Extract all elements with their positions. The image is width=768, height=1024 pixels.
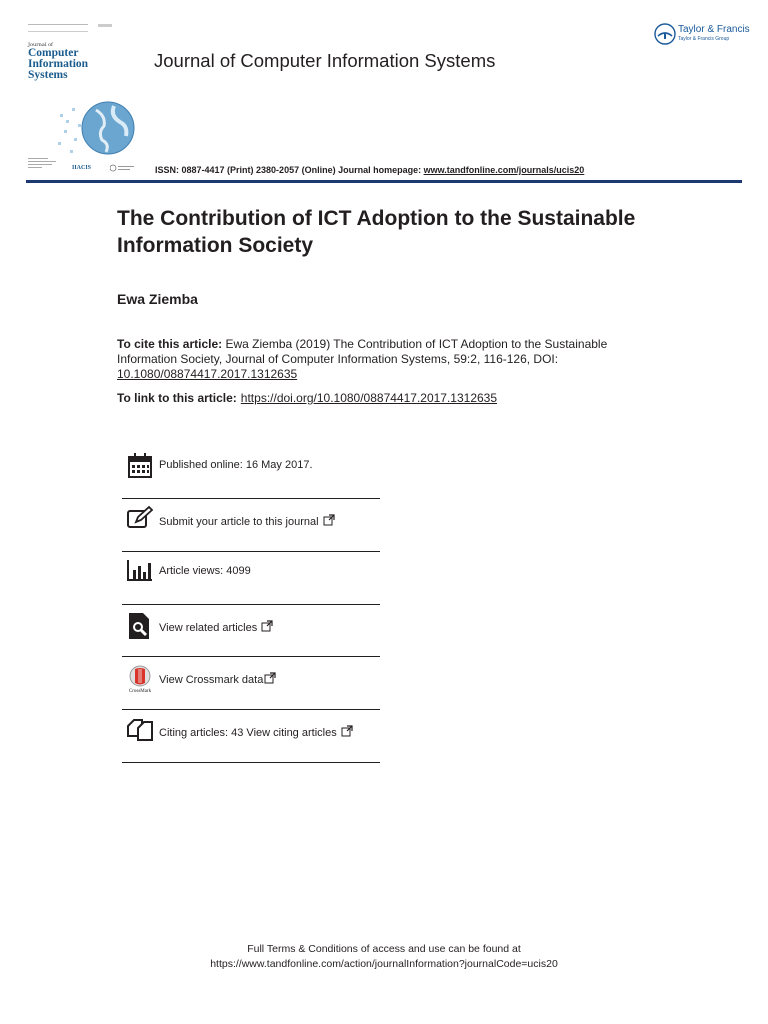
citing-articles-icon: [126, 716, 154, 744]
citation-block: [117, 337, 657, 382]
cover-header-mark: [98, 24, 112, 27]
citation-text: Ewa Ziemba (2019) The Contribution of ICT Adoption to the Sustainable Information Society, Journal of Computer Information Systems, 59:2, 116-126, DOI:: [117, 337, 608, 366]
journal-title: Journal of Computer Information Systems: [154, 50, 496, 71]
calendar-icon: [126, 452, 154, 480]
journal-cover-image: [26, 22, 140, 174]
citing-articles-link[interactable]: Citing articles: 43 View citing articles: [159, 725, 353, 739]
terms-footer: [0, 942, 768, 972]
published-row: [122, 448, 380, 499]
issn-line: [155, 165, 584, 175]
header-rule: [26, 180, 742, 183]
external-link-icon: [323, 514, 335, 526]
publisher-group: Taylor & Francis Group: [678, 36, 730, 42]
external-link-icon: [264, 672, 276, 684]
citing-articles-row[interactable]: [122, 710, 380, 763]
article-link-block: [117, 391, 497, 405]
article-views-row: [122, 552, 380, 605]
submit-article-link[interactable]: Submit your article to this journal: [159, 514, 335, 528]
footer-terms-url[interactable]: https://www.tandfonline.com/action/journalInformation?journalCode=ucis20: [210, 958, 558, 970]
edit-icon: [126, 505, 154, 533]
related-articles-link[interactable]: View related articles: [159, 620, 273, 634]
article-author: Ewa Ziemba: [117, 291, 198, 307]
published-date: Published online: 16 May 2017.: [159, 459, 313, 471]
citation-label: To cite this article:: [117, 337, 223, 351]
taylor-francis-icon: [654, 23, 676, 45]
article-doi-link[interactable]: https://doi.org/10.1080/08874417.2017.1312635: [240, 391, 498, 405]
article-views: Article views: 4099: [159, 565, 251, 577]
article-link-label: To link to this article:: [117, 391, 237, 405]
cover-header-lines: [28, 24, 88, 32]
cover-title: Computer Information Systems: [28, 47, 89, 81]
crossmark-icon-text: CrossMark: [128, 689, 152, 693]
cover-society-logo: IIACIS: [72, 165, 92, 171]
footer-line-1: Full Terms & Conditions of access and use can be found at: [247, 943, 521, 955]
crossmark-icon: [126, 665, 154, 693]
journal-homepage-link[interactable]: www.tandfonline.com/journals/ucis20: [423, 165, 585, 175]
crossmark-row[interactable]: [122, 657, 380, 710]
crossmark-link[interactable]: View Crossmark data: [159, 672, 276, 686]
cover-journal-label: Journal of: [28, 42, 53, 48]
publisher-name: Taylor & Francis: [678, 24, 750, 35]
external-link-icon: [261, 620, 273, 632]
publisher-logo[interactable]: [654, 22, 750, 48]
citation-doi-link[interactable]: 10.1080/08874417.2017.1312635: [117, 367, 298, 381]
article-title: The Contribution of ICT Adoption to the Sustainable Information Society: [117, 207, 636, 257]
bar-chart-icon: [126, 556, 154, 584]
cover-publisher-logo: [110, 164, 136, 172]
search-document-icon: [126, 612, 154, 640]
issn-text: ISSN: 0887-4417 (Print) 2380-2057 (Online) Journal homepage:: [155, 165, 424, 175]
cover-footer-lines: [28, 158, 68, 170]
external-link-icon: [341, 725, 353, 737]
related-articles-row[interactable]: [122, 605, 380, 657]
globe-icon: [56, 94, 140, 166]
submit-article-row[interactable]: [122, 499, 380, 552]
